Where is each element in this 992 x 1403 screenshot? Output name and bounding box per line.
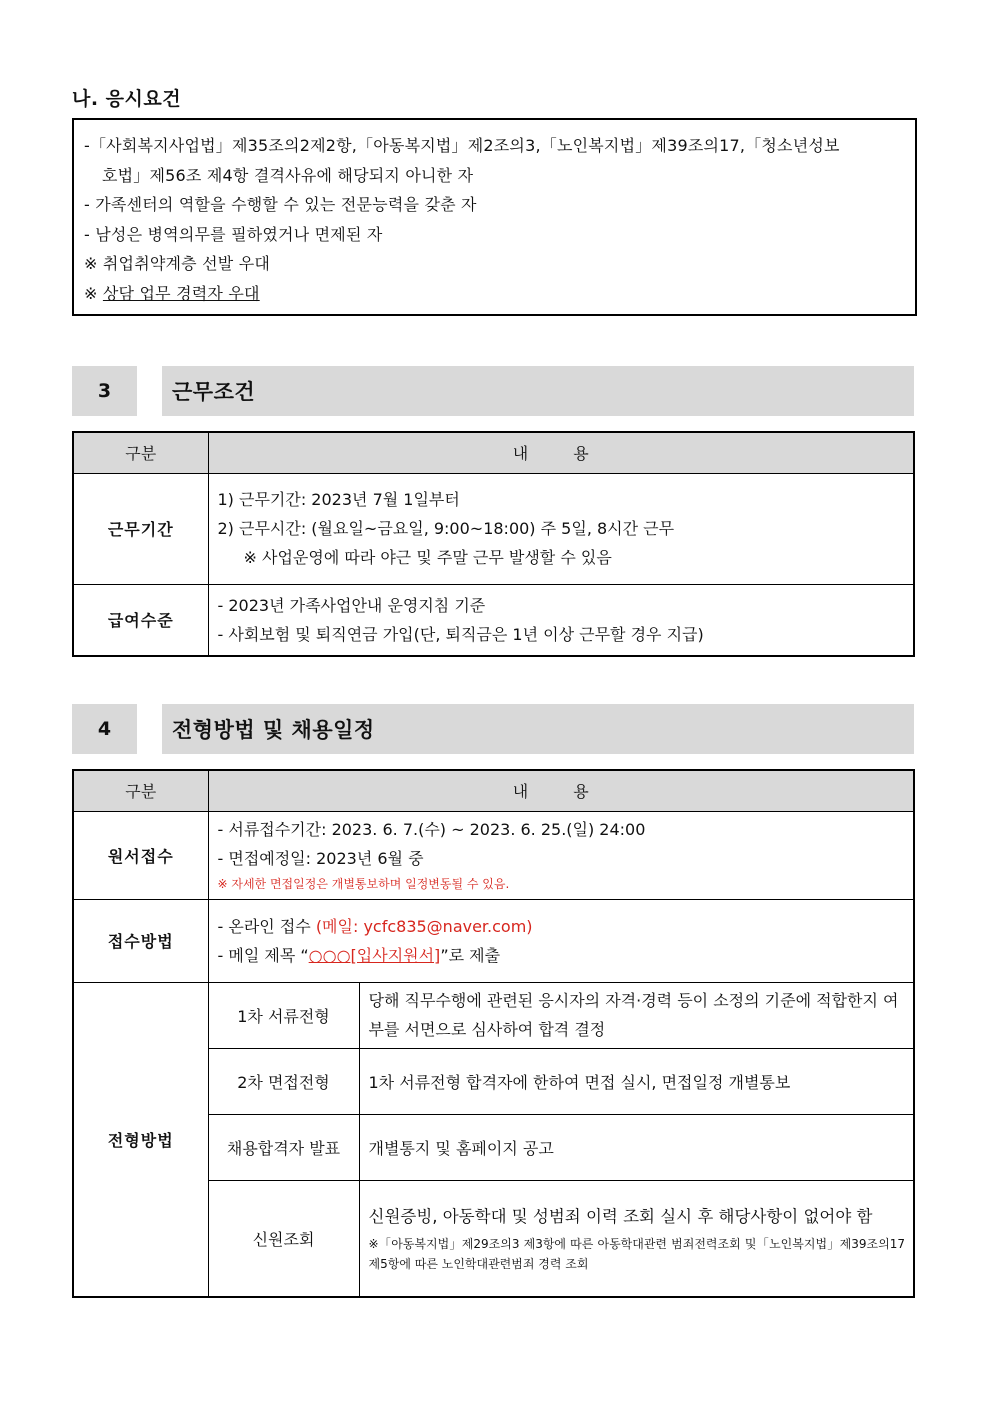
stage-name: 2차 면접전형 <box>208 1048 359 1114</box>
content-line: - 서류접수기간: 2023. 6. 7.(수) ~ 2023. 6. 25.(일) 24:00 <box>217 820 646 839</box>
requirement-line: - 남성은 병역의무를 필하였거나 면제된 자 <box>84 224 383 244</box>
content-line: 2) 근무시간: (월요일~금요일, 9:00~18:00) 주 5일, 8시간 근무 <box>217 519 675 538</box>
note-mark: ※ <box>84 283 103 303</box>
table-row <box>73 811 914 899</box>
table-row <box>73 584 914 656</box>
row-content <box>208 811 914 899</box>
content-line: 1) 근무기간: 2023년 7월 1일부터 <box>217 490 460 509</box>
requirement-line: - 가족센터의 역할을 수행할 수 있는 전문능력을 갖춘 자 <box>84 195 477 214</box>
stage-desc <box>359 1180 914 1297</box>
content-line: - 메일 제목 “○○○[입사지원서]”로 제출 <box>217 945 501 965</box>
stage-name: 채용합격자 발표 <box>208 1114 359 1180</box>
row-content <box>208 584 914 656</box>
preferred-career-text: 상담 업무 경력자 우대 <box>102 283 260 303</box>
content-line: - 면접예정일: 2023년 6월 중 <box>217 849 424 868</box>
stage-name: 신원조회 <box>208 1180 359 1297</box>
requirements-heading: 나. 응시요건 <box>72 88 182 110</box>
row-content <box>208 899 914 982</box>
stage-name: 1차 서류전형 <box>208 982 359 1048</box>
stage-desc: 개별통지 및 홈페이지 공고 <box>359 1114 914 1180</box>
row-label-work-period: 근무기간 <box>73 473 208 584</box>
table-header-row <box>73 432 914 473</box>
header-content: 내 용 <box>208 770 914 811</box>
row-label-selection: 전형방법 <box>73 982 208 1297</box>
content-note: ※ 자세한 면접일정은 개별통보하며 일정변동될 수 있음. <box>217 877 510 891</box>
stage-desc: 당해 직무수행에 관련된 응시자의 자격·경력 등이 소정의 기준에 적합한지 여부를 서면으로 심사하여 합격 결정 <box>359 982 914 1048</box>
row-label-salary: 급여수준 <box>73 584 208 656</box>
table-row <box>73 982 914 1048</box>
content-line: - 온라인 접수 (메일: ycfc835@naver.com) <box>217 916 533 936</box>
section4-number: 4 <box>72 704 137 754</box>
content-line: - 사회보험 및 퇴직연금 가입(단, 퇴직금은 1년 이상 근무할 경우 지급) <box>217 624 704 644</box>
requirement-line: -「사회복지사업법」제35조의2제2항,「아동복지법」제2조의3,「노인복지법」제39조의17,「청소년성보 <box>84 136 840 155</box>
section3-title: 근무조건 <box>162 366 914 416</box>
content-note: ※ 사업운영에 따라 야근 및 주말 근무 발생할 수 있음 <box>243 548 612 567</box>
mail-subject-format: ○○○[입사지원서] <box>308 945 441 965</box>
stage-desc-text: 신원증빙, 아동학대 및 성범죄 이력 조회 실시 후 해당사항이 없어야 함 <box>368 1207 873 1227</box>
header-category: 구분 <box>73 432 208 473</box>
row-content <box>208 473 914 584</box>
selection-schedule-table <box>72 769 915 1298</box>
requirement-line-preferred <box>84 279 905 309</box>
header-category: 구분 <box>73 770 208 811</box>
table-row <box>73 473 914 584</box>
content-line: - 2023년 가족사업안내 운영지침 기준 <box>217 595 486 615</box>
stage-desc-note: ※「아동복지법」제29조의3 제3항에 따른 아동학대관련 범죄전력조회 및「노인복지법」제39조의17제5항에 따른 노인학대관련범죄 경력 조회 <box>368 1237 905 1272</box>
row-label-application: 원서접수 <box>73 811 208 899</box>
work-conditions-table <box>72 431 915 657</box>
requirement-line: ※ 취업취약계층 선발 우대 <box>84 254 271 273</box>
section3-number: 3 <box>72 366 137 416</box>
table-row <box>73 899 914 982</box>
stage-desc: 1차 서류전형 합격자에 한하여 면접 실시, 면접일정 개별통보 <box>359 1048 914 1114</box>
requirement-line: 호법」제56조 제4항 결격사유에 해당되지 아니한 자 <box>102 165 474 185</box>
requirements-box <box>72 118 917 316</box>
header-content: 내 용 <box>208 432 914 473</box>
section4-title: 전형방법 및 채용일정 <box>162 704 914 754</box>
email-address: (메일: ycfc835@naver.com) <box>315 916 533 936</box>
row-label-submission: 접수방법 <box>73 899 208 982</box>
table-header-row <box>73 770 914 811</box>
